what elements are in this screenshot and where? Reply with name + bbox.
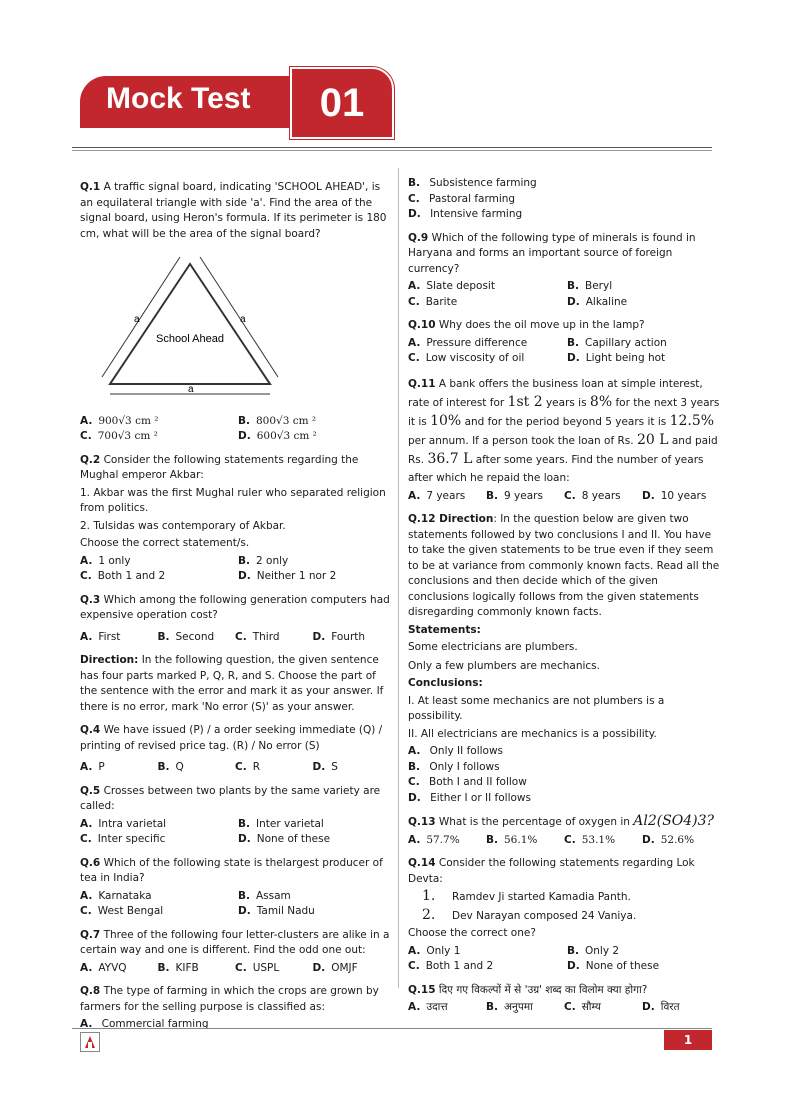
q13-option-b[interactable]: B. 56.1% — [486, 833, 538, 846]
q13-option-c[interactable]: C. 53.1% — [564, 833, 616, 846]
q11-math-5: 20 L — [636, 431, 669, 448]
banner-title: Mock Test — [106, 82, 251, 115]
q11-label: Q.11 — [408, 377, 436, 390]
q14-options — [408, 944, 720, 975]
q8-option-d[interactable]: D. Intensive farming — [408, 208, 523, 220]
q7-label: Q.7 — [80, 928, 101, 941]
q13-option-d[interactable]: D. 52.6% — [642, 833, 695, 846]
q15-options — [408, 1000, 720, 1016]
figure-label: School Ahead — [156, 333, 224, 345]
direction-label: Direction: — [80, 654, 139, 666]
q10-text: Why does the oil move up in the lamp? — [438, 319, 645, 331]
q5-option-b[interactable]: B. Inter varietal — [238, 817, 324, 830]
q12-conclusions-label: Conclusions: — [408, 677, 483, 689]
q14-option-a[interactable]: A. Only 1 — [408, 944, 461, 957]
q2-text: Consider the following statements regarding the Mughal emperor Akbar: — [80, 453, 359, 481]
q11-text-5: per annum. If a person took the loan of Rs. — [408, 434, 634, 447]
header-rule-2 — [72, 150, 712, 151]
q3-options — [80, 630, 390, 646]
side-label-bottom: a — [188, 384, 194, 395]
q1-options — [80, 414, 390, 445]
q15-option-d[interactable]: D. विरत — [642, 1001, 680, 1013]
q12-options — [408, 744, 720, 806]
q9-option-c[interactable]: C. Barite — [408, 295, 458, 308]
side-arrow-right — [200, 257, 278, 377]
q2-options — [80, 554, 390, 585]
q9-option-b[interactable]: B. Beryl — [567, 280, 613, 292]
q7-option-d[interactable]: D. OMJF — [312, 961, 358, 974]
q4-text: We have issued (P) / a order seeking immediate (Q) / printing of revised price tag. (R) / No error (S) — [80, 724, 383, 752]
q9-option-a[interactable]: A. Slate deposit — [408, 280, 495, 292]
q8-option-c[interactable]: C. Pastoral farming — [408, 192, 516, 205]
q7-option-c[interactable]: C. USPL — [235, 961, 280, 974]
q14-option-b[interactable]: B. Only 2 — [567, 944, 620, 957]
left-column — [80, 180, 390, 1041]
question-1 — [80, 180, 390, 445]
question-7 — [80, 928, 390, 977]
q14-statements — [408, 889, 720, 924]
q12-option-d[interactable]: D. Either I or II follows — [408, 791, 531, 804]
q12-label: Q.12 Direction — [408, 513, 494, 525]
q1-label: Q.1 — [80, 181, 101, 193]
question-15 — [408, 983, 720, 1016]
q10-options — [408, 336, 720, 367]
q13-option-a[interactable]: A. 57.7% — [408, 833, 460, 846]
q5-option-c[interactable]: C. Inter specific — [80, 833, 166, 845]
q1-text: A traffic signal board, indicating 'SCHOOL AHEAD', is an equilateral triangle with side 'a'. Find the area of the signal board, using Heron's formula. If its perimeter is 180 cm, what will be the area of the signal board? — [80, 181, 387, 240]
q12-text: : In the question below are given two statements followed by two conclusions I and II. You have to take the given statements to be true even if they seem to be at variance from commonly known facts. Read all the conclusions and then decide which of the given conclusions logically follows from the given statements disregarding commonly known facts. — [408, 513, 720, 618]
question-5 — [80, 784, 390, 848]
q9-option-d[interactable]: D. Alkaline — [567, 295, 628, 308]
q15-text: दिए गए विकल्पों में से 'उग्र' शब्द का विलोम क्या होगा? — [438, 983, 648, 996]
q14-option-d[interactable]: D. None of these — [567, 960, 660, 972]
q14-label: Q.14 — [408, 857, 436, 869]
q8-text: The type of farming in which the crops are grown by farmers for the selling purpose is classified as: — [80, 985, 379, 1013]
column-divider — [398, 168, 399, 988]
q12-option-b[interactable]: B. Only I follows — [408, 760, 500, 773]
q2-label: Q.2 — [80, 453, 101, 466]
q15-option-a[interactable]: A. उदात्त — [408, 1001, 448, 1013]
direction-text: In the following question, the given sentence has four parts marked P, Q, R, and S. Choose the part of the sentence with the error and mark it as your answer. If there is no error, mark 'No error (S)' as your answer. — [80, 654, 384, 713]
q10-label: Q.10 — [408, 319, 436, 331]
q4-options — [80, 760, 390, 776]
q2-statement-2: 2. Tulsidas was contemporary of Akbar. — [80, 519, 286, 532]
q9-label: Q.9 — [408, 231, 429, 244]
q10-option-c[interactable]: C. Low viscosity of oil — [408, 352, 525, 364]
q7-options — [80, 961, 390, 977]
q11-option-c[interactable]: C. 8 years — [564, 489, 621, 502]
q12-conclusion-1: I. At least some mechanics are not plumbers is a possibility. — [408, 694, 665, 722]
footer-rule — [72, 1028, 712, 1029]
q11-option-a[interactable]: A. 7 years — [408, 489, 466, 502]
q11-math-1: 1st 2 — [507, 393, 543, 410]
q7-option-b[interactable]: B. KIFB — [157, 961, 199, 974]
page-number: 1 — [664, 1030, 712, 1050]
question-11 — [408, 375, 720, 505]
q14-statement-1: 1. Ramdev Ji started Kamadia Panth. — [422, 888, 631, 904]
publisher-logo-icon — [80, 1032, 100, 1052]
question-10 — [408, 318, 720, 367]
direction-block — [80, 653, 390, 715]
question-14 — [408, 856, 720, 975]
q6-option-a[interactable]: A. Karnataka — [80, 889, 152, 902]
q11-text-2: years is — [545, 396, 587, 409]
question-12 — [408, 512, 720, 806]
q5-options — [80, 817, 390, 848]
q3-option-d[interactable]: D. Fourth — [312, 630, 366, 643]
q1-option-a[interactable]: A. 900√3 cm ² — [80, 414, 159, 427]
q6-option-d[interactable]: D. Tamil Nadu — [238, 905, 315, 917]
q2-statement-1: 1. Akbar was the first Mughal ruler who separated religion from politics. — [80, 486, 386, 514]
q15-option-c[interactable]: C. सौम्य — [564, 1001, 602, 1013]
q11-text-7: after some years. Find the number of years after which he repaid the loan: — [408, 453, 704, 484]
q14-option-c[interactable]: C. Both 1 and 2 — [408, 960, 494, 972]
q5-text: Crosses between two plants by the same variety are called: — [80, 784, 381, 812]
q10-option-a[interactable]: A. Pressure difference — [408, 336, 528, 349]
q8-label: Q.8 — [80, 985, 101, 997]
q11-text-3: for the next 3 years it is — [408, 396, 720, 428]
right-column — [408, 176, 720, 1024]
q12-statement-1: Some electricians are plumbers. — [408, 641, 578, 653]
q6-option-b[interactable]: B. Assam — [238, 889, 291, 902]
q11-math-6: 36.7 L — [427, 450, 473, 467]
question-6 — [80, 856, 390, 920]
question-9 — [408, 231, 720, 311]
q9-options — [408, 279, 720, 310]
q4-option-a[interactable]: A. P — [80, 761, 105, 773]
q13-options — [408, 833, 720, 849]
q13-text: What is the percentage of oxygen in — [438, 816, 630, 828]
q11-option-d[interactable]: D. 10 years — [642, 489, 707, 502]
q1-option-c[interactable]: C. 700√3 cm ² — [80, 430, 158, 442]
q13-label: Q.13 — [408, 816, 436, 828]
q11-text-1: A bank offers the business loan at simple interest, rate of interest for — [408, 377, 703, 409]
q3-option-c[interactable]: C. Third — [235, 630, 280, 643]
q14-statement-2: 2. Dev Narayan composed 24 Vaniya. — [422, 906, 637, 923]
q5-option-d[interactable]: D. None of these — [238, 833, 331, 845]
q3-option-b[interactable]: B. Second — [157, 630, 215, 643]
q2-option-d[interactable]: D. Neither 1 nor 2 — [238, 570, 337, 582]
q4-label: Q.4 — [80, 724, 101, 736]
q6-text: Which of the following state is thelargest producer of tea in India? — [80, 856, 383, 884]
q12-statements-label: Statements: — [408, 623, 481, 636]
side-label-right: a — [240, 314, 246, 325]
q2-option-c[interactable]: C. Both 1 and 2 — [80, 570, 166, 582]
q15-option-b[interactable]: B. अनुपमा — [486, 1001, 533, 1013]
q12-option-c[interactable]: C. Both I and II follow — [408, 776, 527, 788]
q6-option-c[interactable]: C. West Bengal — [80, 905, 164, 917]
q5-option-a[interactable]: A. Intra varietal — [80, 817, 167, 830]
q11-math-2: 8% — [589, 393, 613, 410]
mock-test-banner — [80, 67, 390, 135]
q4-option-c[interactable]: C. R — [235, 761, 260, 773]
q14-text: Consider the following statements regarding Lok Devta: — [408, 857, 695, 885]
q7-text: Three of the following four letter-clusters are alike in a certain way and one is different. Find the odd one out: — [80, 928, 390, 956]
q1-option-d[interactable]: D. 600√3 cm ² — [238, 430, 317, 442]
q12-statement-2: Only a few plumbers are mechanics. — [408, 659, 600, 672]
q3-label: Q.3 — [80, 593, 101, 606]
q3-option-a[interactable]: A. First — [80, 630, 121, 643]
q2-option-a[interactable]: A. 1 only — [80, 554, 131, 567]
question-3 — [80, 593, 390, 646]
q11-option-b[interactable]: B. 9 years — [486, 489, 543, 502]
q10-option-d[interactable]: D. Light being hot — [567, 352, 666, 364]
banner-number: 01 — [290, 67, 394, 139]
q2-option-b[interactable]: B. 2 only — [238, 554, 289, 567]
q13-formula: Al2(SO4)3? — [633, 813, 715, 829]
q4-option-b[interactable]: B. Q — [157, 761, 184, 773]
q11-math-4: 12.5% — [669, 412, 715, 429]
q3-text: Which among the following generation computers had expensive operation cost? — [80, 593, 390, 621]
question-2 — [80, 453, 390, 585]
q11-math-3: 10% — [430, 412, 462, 429]
q2-ask: Choose the correct statement/s. — [80, 537, 250, 549]
q14-ask: Choose the correct one? — [408, 927, 536, 939]
q1-option-b[interactable]: B. 800√3 cm ² — [238, 414, 317, 427]
triangle-figure — [90, 252, 290, 402]
q10-option-b[interactable]: B. Capillary action — [567, 336, 667, 349]
q11-options — [408, 489, 720, 505]
q11-text-4: and for the period beyond 5 years it is — [464, 415, 667, 428]
q15-label: Q.15 — [408, 983, 436, 996]
q12-option-a[interactable]: A. Only II follows — [408, 745, 504, 757]
question-13 — [408, 814, 720, 848]
q6-label: Q.6 — [80, 856, 101, 869]
question-4 — [80, 723, 390, 776]
q11-text-6: and paid Rs. — [408, 434, 718, 466]
side-arrow-left — [102, 257, 180, 377]
q8-option-b[interactable]: B. Subsistence farming — [408, 177, 537, 189]
q6-options — [80, 889, 390, 920]
side-label-left: a — [134, 314, 140, 325]
q8-option-a[interactable]: A. Commercial farming — [80, 1018, 209, 1030]
q4-option-d[interactable]: D. S — [312, 761, 338, 773]
question-8 — [80, 984, 390, 1033]
header-rule — [72, 147, 712, 148]
q12-conclusion-2: II. All electricians are mechanics is a possibility. — [408, 727, 657, 740]
q5-label: Q.5 — [80, 784, 101, 797]
q7-option-a[interactable]: A. AYVQ — [80, 961, 127, 974]
q9-text: Which of the following type of minerals is found in Haryana and forms an important source of foreign currency? — [408, 231, 696, 275]
question-8-continued — [408, 176, 720, 223]
